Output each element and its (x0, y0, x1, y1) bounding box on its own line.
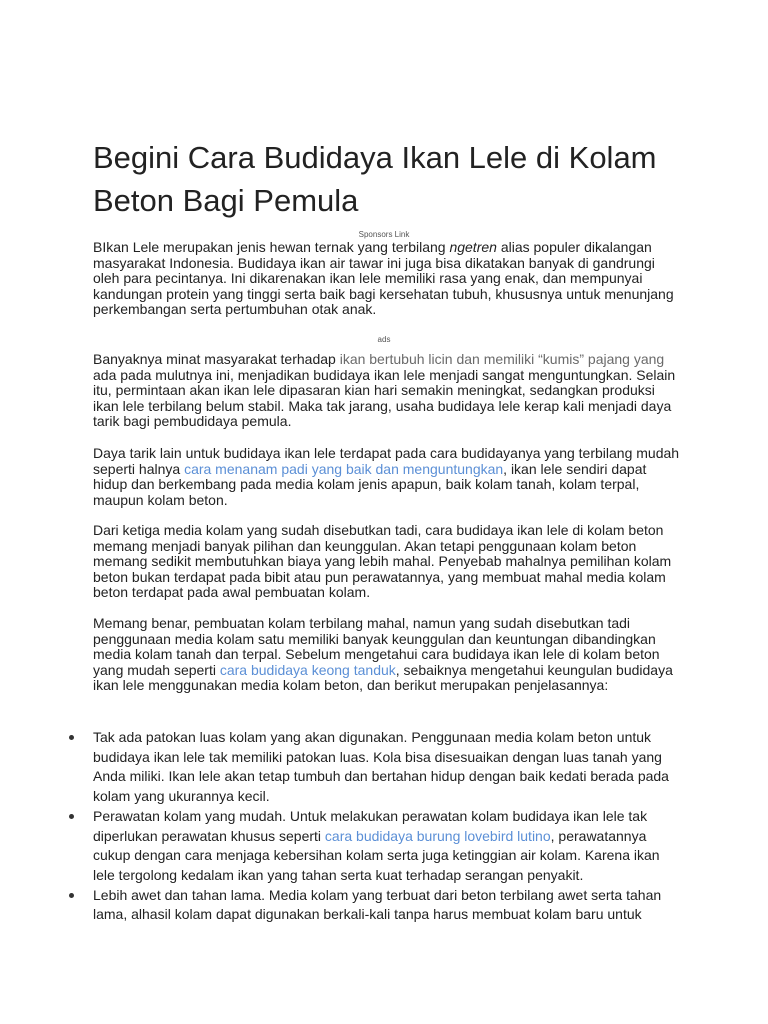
ads-label: ads (377, 335, 391, 344)
paragraph-daya-tarik-text-b: , ikan lele sendiri dapat hidup dan berkembang pada media kolam jenis apapun, baik kolam tanah, kolam terpal, maupun kolam beton. (93, 460, 647, 508)
link-cara-budidaya-burung-lovebird[interactable]: cara budidaya burung lovebird lutino (324, 827, 551, 844)
paragraph-intro-text-b: alias populer dikalangan masyarakat Indonesia. Budidaya ikan air tawar ini juga bisa dikatakan banyak di gandrungi oleh para pecintanya. Ini dikarenakan ikan lele memiliki rasa yang enak, dan mempunyai kandungan protein yang tinggi serta baik bagi kersehatan tubuh, khususnya untuk menunjang perkembangan serta pertumbuhan otak anak. (93, 239, 674, 317)
paragraph-minat-text-b: ada pada mulutnya ini, menjadikan budidaya ikan lele menjadi sangat menguntungkan. Selain itu, permintaan akan ikan lele dipasaran kian hari semakin meningkat, sedangkan produksi ikan lele terbilang belum stabil. Maka tak jarang, usaha budidaya lele kerap kali menjadi daya tarik bagi pembudidaya pemula. (93, 366, 676, 429)
link-cara-budidaya-keong-tanduk[interactable]: cara budidaya keong tanduk (219, 661, 396, 678)
advantages-list (93, 728, 673, 925)
list-item (93, 807, 673, 886)
list-item-text: Lebih awet dan tahan lama. Media kolam yang terbuat dari beton terbilang awet serta tahan lama, alhasil kolam dapat digunakan berkali-kali tanpa harus membuat kolam baru untuk (93, 886, 662, 923)
sponsors-link-label: Sponsors Link (358, 230, 410, 239)
paragraph-ketiga-media: Dari ketiga media kolam yang sudah disebutkan tadi, cara budidaya ikan lele di kolam beton memang menjadi banyak pilihan dan keunggulan. Akan tetapi penggunaan kolam beton memang sedikit membutuhkan biaya yang lebih mahal. Penyebab mahalnya pemilihan kolam beton bukan terdapat pada bibit atau pun perawatannya, yang membuat mahal media kolam beton terdapat pada awal pembuatan kolam. (93, 522, 672, 600)
paragraph-daya-tarik (93, 446, 683, 508)
list-item-text-b: , perawatannya cukup dengan cara menjaga kebersihan kolam serta juga ketinggian air kolam. Karena ikan lele tergolong kedalam ikan yang tahan serta kuat terhadap serangan penyakit. (93, 827, 660, 883)
list-item (93, 728, 673, 807)
paragraph-memang-benar-text-a: Memang benar, pembuatan kolam terbilang mahal, namun yang sudah disebutkan tadi penggunaan media kolam satu memiliki banyak keunggulan dan keuntungan dibandingkan media kolam tanah dan terpal. Sebelum mengetahui cara budidaya ikan lele di kolam beton yang mudah seperti (93, 615, 660, 678)
list-item-text-a: Perawatan kolam yang mudah. Untuk melakukan perawatan kolam budidaya ikan lele tak diperlukan perawatan khusus seperti (93, 807, 648, 844)
paragraph-intro-text-a: BIkan Lele merupakan jenis hewan ternak yang terbilang (93, 239, 450, 255)
bullet-dot-icon (69, 735, 74, 740)
paragraph-memang-benar (93, 616, 683, 694)
link-cara-menanam-padi[interactable]: cara menanam padi yang baik dan menguntungkan (184, 460, 504, 477)
article-title: Begini Cara Budidaya Ikan Lele di Kolam Beton Bagi Pemula (93, 140, 657, 218)
paragraph-memang-benar-text-b: , sebaiknya mengetahui keungulan budidaya ikan lele menggunakan media kolam beton, dan berikut merupakan penjelasannya: (93, 661, 673, 693)
paragraph-daya-tarik-text-a: Daya tarik lain untuk budidaya ikan lele terdapat pada cara budidayanya yang terbilang mudah seperti halnya (93, 445, 680, 477)
list-item-text: Tak ada patokan luas kolam yang akan digunakan. Penggunaan media kolam beton untuk budidaya ikan lele tak memiliki patokan luas. Kola bisa disesuaikan dengan luas tanah yang Anda miliki. Ikan lele akan tetap tumbuh dan bertahan hidup dengan baik kedati berada pada kolam yang ukurannya kecil. (93, 729, 669, 805)
paragraph-minat-text-a: Banyaknya minat masyarakat terhadap (93, 351, 340, 367)
paragraph-intro (93, 240, 683, 318)
paragraph-minat-faded-text: ikan bertubuh licin dan memiliki “kumis” pajang yang (339, 351, 665, 367)
list-item (93, 886, 673, 925)
bullet-dot-icon (69, 893, 74, 898)
paragraph-minat (93, 352, 683, 430)
paragraph-intro-emphasis: ngetren (449, 239, 497, 255)
bullet-dot-icon (69, 814, 74, 819)
